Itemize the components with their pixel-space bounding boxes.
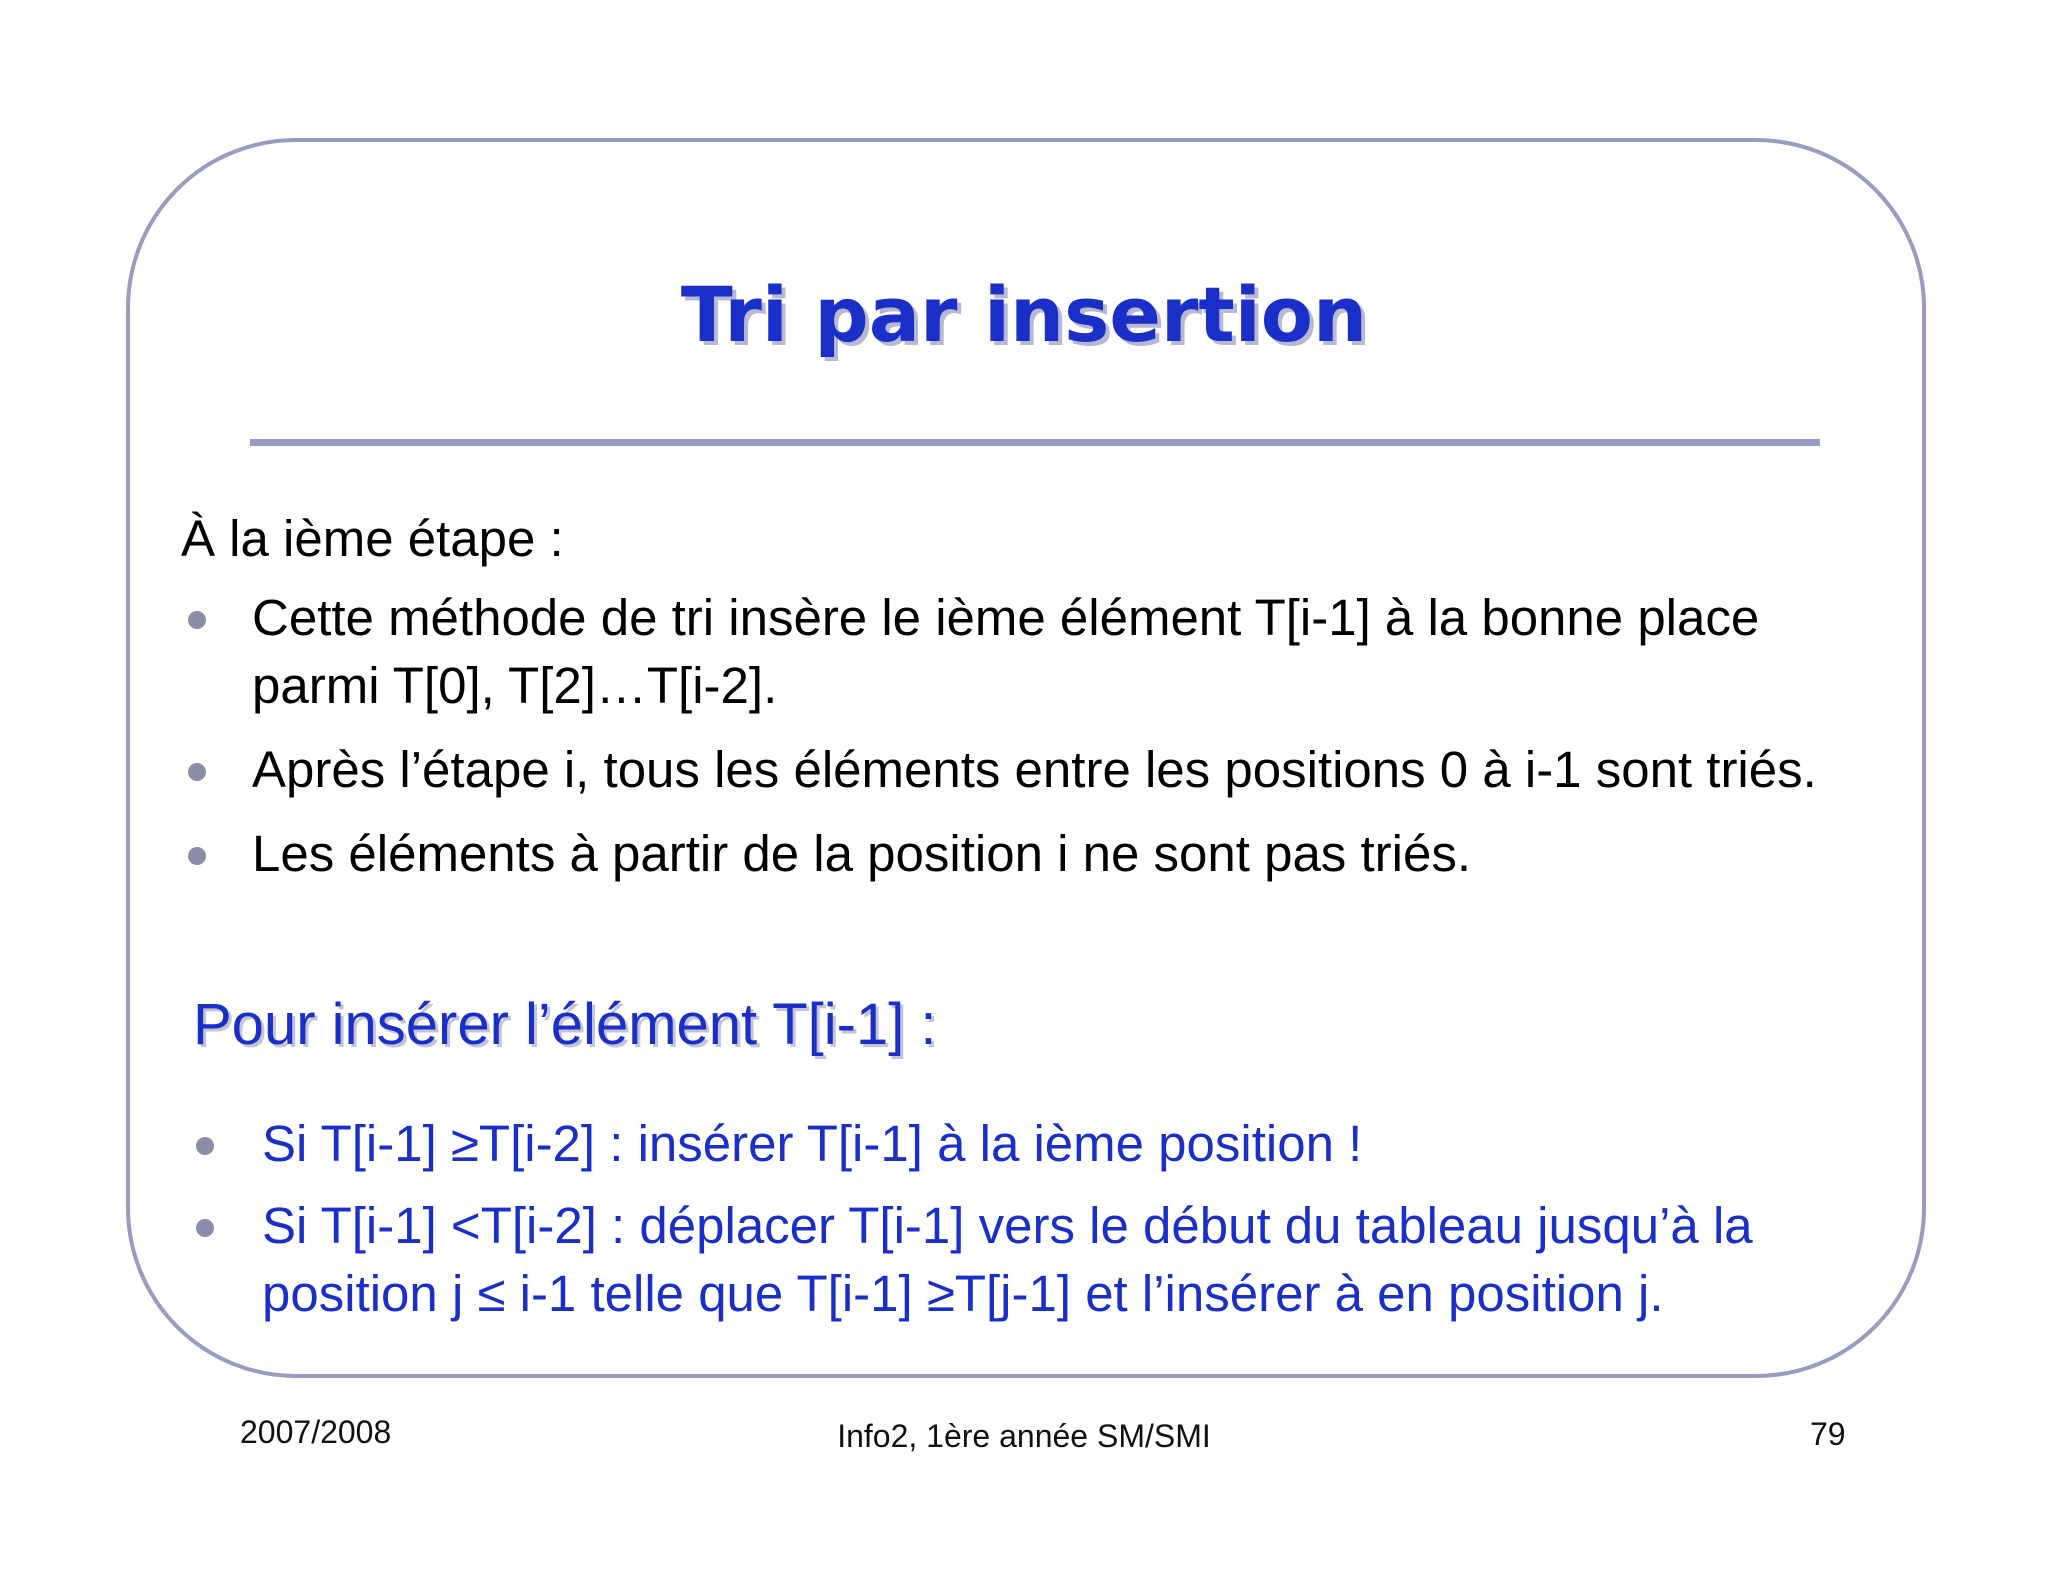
list-item bbox=[188, 1192, 1868, 1328]
bullet-text: Cette méthode de tri insère le ième élément T[i-1] à la bonne place parmi T[0], T[2]…T[i-2]. bbox=[252, 589, 1760, 714]
title-divider bbox=[250, 439, 1820, 446]
list-item bbox=[180, 820, 1830, 888]
bullet-dot-icon bbox=[188, 611, 206, 629]
intro-text: À la ième étape : bbox=[181, 510, 564, 567]
page-number: 79 bbox=[1810, 1416, 1846, 1452]
bullet-dot-icon bbox=[188, 847, 206, 865]
slide-title: Tri par insertion bbox=[680, 270, 1368, 359]
bullet-text: Si T[i-1] ≥T[i-2] : insérer T[i-1] à la ième position ! bbox=[262, 1115, 1363, 1172]
insertion-bullet-list bbox=[188, 1110, 1868, 1342]
bullet-dot-icon bbox=[196, 1219, 214, 1237]
bullet-text: Si T[i-1] <T[i-2] : déplacer T[i-1] vers le début du tableau jusqu’à la position j ≤ i-1 telle que T[i-1] ≥T[j-1] et l’insérer à en position j. bbox=[262, 1197, 1753, 1322]
bullet-text: Les éléments à partir de la position i ne sont pas triés. bbox=[252, 825, 1471, 882]
footer-year: 2007/2008 bbox=[240, 1414, 392, 1450]
list-item bbox=[188, 1110, 1868, 1178]
list-item bbox=[180, 736, 1830, 804]
bullet-dot-icon bbox=[188, 763, 206, 781]
main-bullet-list bbox=[180, 584, 1830, 904]
bullet-text: Après l’étape i, tous les éléments entre les positions 0 à i-1 sont triés. bbox=[252, 741, 1817, 798]
insertion-subheading: Pour insérer l’élément T[i-1] : bbox=[193, 992, 937, 1057]
list-item bbox=[180, 584, 1830, 720]
bullet-dot-icon bbox=[196, 1137, 214, 1155]
footer-course: Info2, 1ère année SM/SMI bbox=[837, 1418, 1211, 1454]
